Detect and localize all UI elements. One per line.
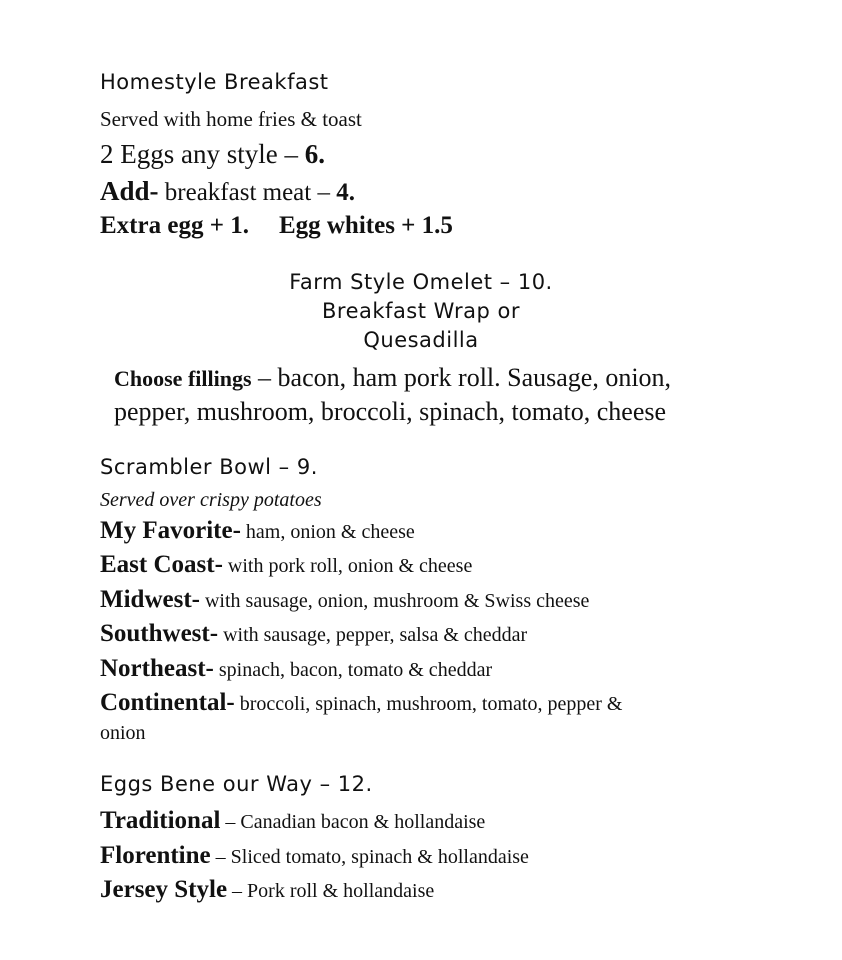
scrambler-item-desc: with sausage, onion, mushroom & Swiss cheese bbox=[199, 590, 590, 612]
scrambler-item bbox=[100, 689, 622, 717]
bene-item bbox=[100, 876, 434, 904]
add-text: breakfast meat – bbox=[158, 179, 337, 206]
bene-title: Eggs Bene our Way – 12. bbox=[100, 772, 373, 796]
bene-dash: – bbox=[227, 880, 248, 902]
fillings-line-2: pepper, mushroom, broccoli, spinach, tomato, cheese bbox=[114, 397, 667, 426]
bene-item bbox=[100, 807, 485, 835]
bene-item bbox=[100, 842, 529, 870]
bene-item-desc: Canadian bacon & hollandaise bbox=[240, 811, 486, 833]
scrambler-item-name: East Coast- bbox=[100, 551, 223, 578]
scrambler-item bbox=[100, 620, 527, 648]
extras-line bbox=[100, 212, 453, 240]
scrambler-item-name: My Favorite- bbox=[100, 517, 241, 544]
bene-dash: – bbox=[210, 846, 231, 868]
scrambler-item-desc: broccoli, spinach, mushroom, tomato, pepper & bbox=[234, 693, 623, 715]
scrambler-item bbox=[100, 551, 472, 579]
fillings-text-1: – bacon, ham pork roll. Sausage, onion, bbox=[251, 363, 672, 392]
bene-item-name: Traditional bbox=[100, 807, 221, 834]
egg-whites: Egg whites + 1.5 bbox=[278, 212, 453, 239]
eggs-price: 6. bbox=[304, 139, 325, 169]
omelet-title: Farm Style Omelet – 10. bbox=[289, 270, 553, 294]
add-label: Add- bbox=[100, 176, 159, 206]
scrambler-item-desc: spinach, bacon, tomato & cheddar bbox=[213, 659, 493, 681]
scrambler-item-desc: ham, onion & cheese bbox=[240, 521, 415, 543]
homestyle-title: Homestyle Breakfast bbox=[100, 70, 329, 94]
scrambler-title: Scrambler Bowl – 9. bbox=[100, 455, 318, 479]
scrambler-item-desc: with sausage, pepper, salsa & cheddar bbox=[218, 624, 528, 646]
scrambler-item bbox=[100, 655, 492, 683]
scrambler-subtitle: Served over crispy potatoes bbox=[100, 489, 322, 511]
fillings-line-1 bbox=[114, 363, 671, 393]
eggs-any-style bbox=[100, 139, 325, 170]
quesadilla-title: Quesadilla bbox=[363, 328, 479, 352]
bene-item-desc: Pork roll & hollandaise bbox=[247, 880, 435, 902]
extra-egg: Extra egg + 1. bbox=[100, 212, 249, 239]
bene-dash: – bbox=[220, 811, 241, 833]
homestyle-subtitle: Served with home fries & toast bbox=[100, 107, 362, 131]
scrambler-item-name: Continental- bbox=[100, 689, 235, 716]
continental-wrap: onion bbox=[100, 722, 146, 744]
add-price: 4. bbox=[336, 179, 355, 206]
scrambler-item bbox=[100, 586, 589, 614]
eggs-label: 2 Eggs any style – bbox=[100, 139, 305, 169]
scrambler-item-name: Northeast- bbox=[100, 655, 214, 682]
scrambler-item-name: Southwest- bbox=[100, 620, 219, 647]
scrambler-item-name: Midwest- bbox=[100, 586, 200, 613]
scrambler-item-desc: with pork roll, onion & cheese bbox=[222, 555, 473, 577]
bene-item-name: Florentine bbox=[100, 842, 211, 869]
wrap-title: Breakfast Wrap or bbox=[322, 299, 520, 323]
bene-item-desc: Sliced tomato, spinach & hollandaise bbox=[230, 846, 529, 868]
scrambler-item bbox=[100, 517, 415, 545]
fillings-label: Choose fillings bbox=[114, 366, 252, 391]
bene-item-name: Jersey Style bbox=[100, 876, 228, 903]
add-meat bbox=[100, 176, 355, 207]
